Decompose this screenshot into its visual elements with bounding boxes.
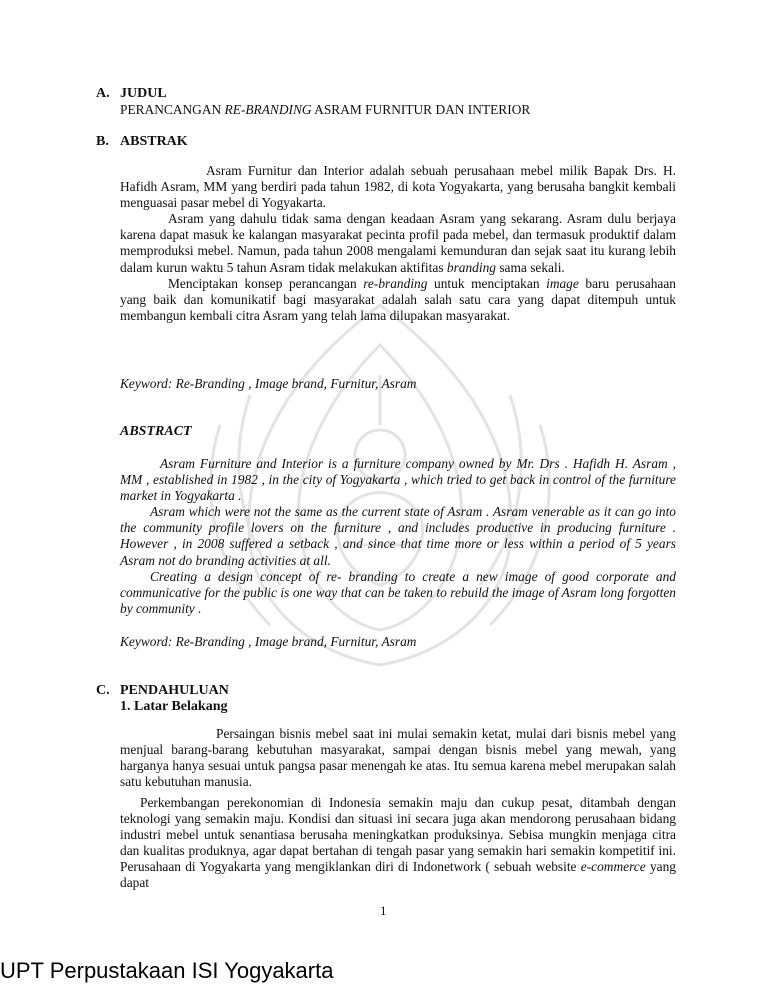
section-b-label: B. — [96, 134, 109, 149]
abstrak-paragraph-2: Asram yang dahulu tidak sama dengan keadaan Asram yang sekarang. Asram dulu berjaya karena dapat masuk ke kalangan masyarakat pecinta profil pada mebel, dan termasuk produktif dalam memproduksi mebel. Namun, pada tahun 2008 mengalami kemunduran dan sejak saat itu kurang lebih dalam kurun waktu 5 tahun Asram tidak melakukan aktifitas branding sama sekali. — [120, 211, 676, 275]
abstract-title: ABSTRACT — [120, 424, 192, 439]
section-c-label: C. — [96, 683, 110, 698]
section-a-label: A. — [96, 86, 110, 101]
document-title: PERANCANGAN RE-BRANDING ASRAM FURNITUR DAN INTERIOR — [120, 102, 531, 117]
abstract-paragraph-3: Creating a design concept of re- branding to create a new image of good corporate and communicative for the public is one way that can be taken to rebuild the image of Asram long forgotten by community . — [120, 568, 676, 616]
section-b-title: ABSTRAK — [120, 134, 188, 149]
section-c-title: PENDAHULUAN — [120, 683, 229, 698]
pendahuluan-paragraph-2: Perkembangan perekonomian di Indonesia semakin maju dan cukup pesat, ditambah dengan teknologi yang semakin maju. Kondisi dan situasi ini secara juga akan mendorong perusahaan bidang industri mebel untuk senantiasa berusaha meningkatkan produksinya. Sebisa mungkin menjaga citra dan kualitas produknya, agar dapat bertahan di tengah pasar yang semakin hari semakin kompetitif ini. Perusahaan di Yogyakarta yang mengiklankan diri di Indonetwork ( sebuah website e-commerce yang dapat — [120, 795, 676, 891]
abstract-keyword: Keyword: Re-Branding , Image brand, Furnitur, Asram — [120, 634, 417, 649]
abstrak-paragraph-3: Menciptakan konsep perancangan re-branding untuk menciptakan image baru perusahaan yang baik dan komunikatif bagi masyarakat adalah salah satu cara yang dapat ditempuh untuk membangun kembali citra Asram yang telah lama dilupakan masyarakat. — [120, 275, 676, 323]
abstrak-paragraph-1: Asram Furnitur dan Interior adalah sebuah perusahaan mebel milik Bapak Drs. H. Hafidh Asram, MM yang berdiri pada tahun 1982, di kota Yogyakarta, yang berusaha bangkit kembali menguasai pasar mebel di Yogyakarta. — [120, 163, 676, 211]
abstract-body — [120, 456, 676, 617]
library-footer: UPT Perpustakaan ISI Yogyakarta — [0, 958, 334, 983]
subsection-title: 1. Latar Belakang — [120, 699, 228, 714]
page-number: 1 — [380, 903, 387, 918]
abstract-paragraph-1: Asram Furniture and Interior is a furniture company owned by Mr. Drs . Hafidh H. Asram , MM , established in 1982 , in the city of Yogyakarta , which tried to get back in control of the furniture market in Yogyakarta . — [120, 456, 676, 504]
abstrak-body — [120, 163, 676, 324]
abstrak-keyword: Keyword: Re-Branding , Image brand, Furnitur, Asram — [120, 376, 417, 391]
abstract-paragraph-2: Asram which were not the same as the current state of Asram . Asram venerable as it can go into the community profile lovers on the furniture , and includes productive in producing furniture . However , in 2008 suffered a setback , and since that time more or less within a period of 5 years Asram not do branding activities at all. — [120, 504, 676, 568]
section-a-title: JUDUL — [120, 86, 167, 101]
pendahuluan-paragraph-1: Persaingan bisnis mebel saat ini mulai semakin ketat, mulai dari bisnis mebel yang menjual barang-barang kebutuhan masyarakat, sampai dengan bisnis mebel yang mewah, yang harganya hanya sesuai untuk pangsa pasar menengah ke atas. Itu semua karena mebel merupakan salah satu kebutuhan manusia. — [120, 726, 676, 790]
